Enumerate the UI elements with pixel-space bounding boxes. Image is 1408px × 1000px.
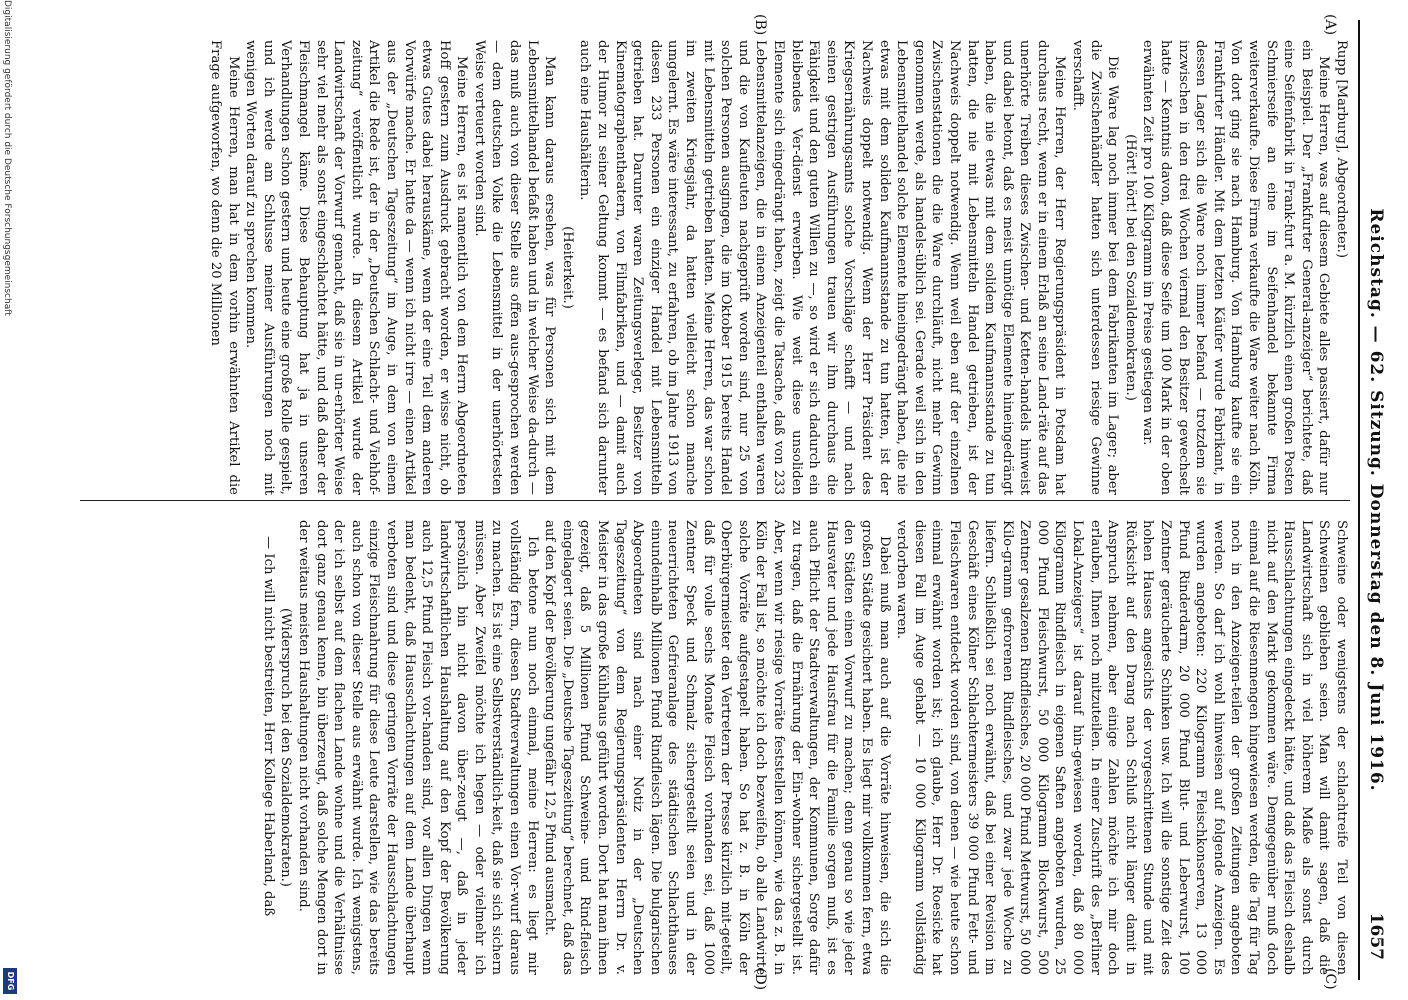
left-column [80,40,1350,495]
footer [0,0,22,1000]
paragraph: Meine Herren, man hat in dem vorhin erwähnten Artikel die Frage aufgeworfen, wo denn die 20 Millionen [208,40,241,495]
paragraph: Ich betone nun noch einmal, meine Herren: es liegt mir vollständig fern, diesen Stadtverwaltungen einen Vor-wurf daraus zu machen. Es ist eine Selbstverständlich-keit, daß sie sich sichern müssen. Aber Zweifel möchte ich hegen — oder vielmehr ich persönlich bin nicht davon über-zeugt —, daß in jeder landwirtschaftlichen Haushaltung auf den Kopf der Bevölkerung auch 12,5 Pfund Fleisch vor-handen sind, vor allen Dingen wenn man bedenkt, daß Hausschlachtungen auf dem Lande überhaupt verboten sind und diese geringen Vorräte der Hausschlachtungen einzige Fleischnahrung für diese Leute darstellen, wie das bereits auch schon von dieser Stelle aus erwähnt wurde. Ich wenigstens, der ich selbst auf dem flachen Lande wohne und die Verhältnisse dort ganz genau kenne, bin überzeugt, daß solche Mengen dort in der weitaus meisten Haushaltungen nicht vorhanden sind. [295,520,540,975]
paragraph: — Ich will nicht bestreiten, Herr Kollege Haberland, daß [260,536,276,917]
paragraph: Meine Herren, der Herr Regierungspräsident in Potsdam hat durchaus recht, wenn er in einem Erlaß an seine Land-räte auf das unerhörte Treiben dieses Zwischen- und Ketten-handels hinweist und dabei betont, daß es meist unnötige Elemente hineingedrängt haben, die nie etwas mit dem solidem Kaufmannsstande zu tun hatten, die nie mit Lebensmitteln Handel getrieben, ist der Nachweis doppelt notwendig. Wenn weil eben auf der einzelnen Zwischenstationen die die Ware durchläuft, nicht mehr Gewinn genommen werde, als handels-üblich sei. Gerade weil sich in den Lebensmittelhandel solche Elemente hineingedrängt haben, die nie etwas mit dem soliden Kaufmannsstande zu tun hatten, ist der Nachweis doppelt notwendig. Wenn der Herr Präsident des Kriegsernährungsamts solche Vorschläge schafft — und nach seinen gestrigen Ausführungen trauen wir ihm durchaus die Fähigkeit und den guten Willen zu —, so wird er sich dadurch ein bleibendes Ver-dienst erwerben. Wie weit diese unsoliden Elemente sich eingedrängt haben, zeigt die Tatsache, daß von 233 Lebensmittelanzeigen, die in einem Anzeigenteil enthalten waren und die von Kaufleuten nachgeprüft worden sind, nur 25 von solchen Personen ausgingen, die im Oktober 1915 bereits Handel mit Lebensmitteln getrieben hatten. Meine Herren, das war schon im zweiten Kriegsjahr, da hatten vielleicht schon manche umgelernt. Es wäre interessant, zu erfahren, ob im Jahre 1913 von diesen 233 Personen ein einziger Handel mit Lebensmitteln getrieben hat. Darunter waren Zeitungsverleger, Besitzer von Kinematographentheatern, von Filmfabriken, und — damit auch der Humor zu seiner Geltung kommt — es befand sich darunter auch eine Haushälterin. [577,40,1068,495]
marker-c: (C) [1322,968,1338,990]
page-title: Reichstag. — 62. Sitzung. Donnerstag den 8. Juni 1916. [1366,208,1386,792]
marker-b: (B) [752,14,768,36]
funding-credit: Digitalisierung gefördert durch die Deutsche Forschungsgemeinschaft [2,0,12,316]
paragraph: Man kann daraus ersehen, was für Personen sich mit dem Lebensmittelhandel befaßt haben und in welcher Weise da-durch — das muß auch von dieser Stelle aus offen aus-gesprochen werden — dem deutschen Volke die Lebensmittel in der unerhörtesten Weise verteuert worden sind. [471,40,558,495]
paragraph: Die Ware lag noch immer bei dem Fabrikanten im Lager; aber die Zwischenhändler hatten sich unterdessen riesige Gewinne verschafft. [1070,40,1121,495]
page-header [1358,20,1386,980]
dfg-logo: DFG [3,968,17,994]
marker-d: (D) [752,968,768,991]
paragraph: Meine Herren, was auf diesem Gebiete alles passiert, dafür nur ein Beispiel. Der „Frankfurter General-anzeiger“ berichtete, daß eine Seifenfabrik in Frank-furt a. M. kürzlich einen großen Posten Schmierseife an eine im Seifenhandel bekannte Firma weiterverkaufte. Diese Firma verkaufte die Ware weiter nach Köln. Von dort ging sie nach Hamburg. Von Hamburg kaufte sie ein Frankfurter Händler. Mit dem letzten Käufer wurde Fabrikant, in dessen Lager sich die Ware noch immer befand — trotzdem sie inzwischen in den drei Wochen viermal den Besitzer gewechselt hatte — Kenntnis davon, daß diese Seife um 100 Mark in der oben erwähnten Zeit pro 100 Kilogramm im Preise gestiegen war. [1140,40,1332,495]
page-number: 1657 [1366,912,1386,960]
column-divider [80,500,1350,501]
paragraph: Dabei muß man auch auf die Vorräte hinweisen, die sich die großen Städte gesichert haben. Es liegt mir vollkommen fern, etwa den Städten einen Vorwurf zu machen; denn genau so wie jeder Hausvater und jede Hausfrau für die Familie sorgen muß, ist es auch Pflicht der Stadtverwaltungen, der Kommunen, Sorge dafür zu tragen, daß die Ernährung der Ein-wohner sichergestellt ist. Aber, wenn wir riesige Vorräte feststellen können, wie das z. B. in Köln der Fall ist, so möchte ich doch bezweifeln, ob alle Landwirte solche Vorräte aufgestapelt haben. So hat z. B. in Köln der Oberbürgermeister den Vertretern der Presse kürzlich mit-geteilt, daß für volle sechs Monate Fleisch vorhanden sei, daß 1000 Zentner Speck und Schmalz sichergestellt seien und in der neuerrichteten Gefrieranlage des städtischen Schlachthauses einundeinhalb Millionen Pfund Rindfleisch lägen. Die bulgarischen Abgeordneten sind nach einer Notiz in der „Deutschen Tageszeitung“ von dem Regierungspräsidenten Herrn Dr. v. Meister in das große Kühlhaus geführt worden. Dort hat man ihnen gezeigt, daß 5 Millionen Pfund Schweine- und Rind-fleisch eingelagert seien. Die „Deutsche Tageszeitung“ berechnet, daß das auf den Kopf der Bevölkerung ungefähr 12,5 Pfund ausmacht. [542,520,892,975]
paragraph: Meine Herren, es ist namentlich von dem Herrn Abgeordneten Hoff gestern zum Ausdruck gebracht worden, er wisse nicht, ob etwas Gutes dabei herauskäme, wenn der eine Teil dem anderen Vorwürfe mache. Er hatte da — wenn ich nicht irre — einen Artikel aus der „Deutschen Tageszeitung“ im Auge, in dem von einem Artikel die Rede ist, der in der „Deutschen Schlacht- und Viehhof-zeitung“ veröffentlicht wurde. In diesem Artikel wurde der Landwirtschaft der Vorwurf gemacht, daß sie in un-erhörter Weise sehr viel mehr als sonst eingeschlachtet hätte, und daß daher der Fleischmangel käme. Diese Behauptung hat ja in unseren Verhandlungen schon gestern und heute eine große Rolle gespielt, und ich werde am Schlusse meiner Ausführungen noch mit wenigen Worten darauf zu sprechen kommen. [243,40,470,495]
paragraph: Rupp [Marburg], Abgeordneter.) [1334,40,1349,259]
marker-a: (A) [1322,14,1338,36]
right-column [80,520,1350,975]
paragraph: Schweine oder wenigstens der schlachtreife Teil von diesen Schweinen geblieben seien. Man will damit sagen, daß die Landwirtschaft sich in viel höherem Maße als sonst durch Hausschlachtungen eingedeckt hätte, und daß das Fleisch deshalb nicht auf den Markt gekommen wäre. Demgegenüber muß doch einmal auf die Riesenmengen hingewiesen werden, die Tag für Tag noch in den Anzeigen-teilen der großen Zeitungen angeboten werden. So darf ich wohl hinweisen auf folgende Anzeigen. Es wurden angeboten: 220 Kilogramm Fleischkonserven, 13 000 Pfund Rinderdarm, 20 000 Pfund Blut- und Leberwurst, 100 Zentner geräucherte Schinken usw. Ich will die sonstige Zeit des hohen Hauses angesichts der vorgeschrittenen Stunde und mit Rücksicht auf den Drang nach Schluß nicht länger damit in Anspruch nehmen, aber einige Zahlen möchte ich mir doch erlauben, Ihnen noch mitzuteilen. In einer Zuschrift des „Berliner Lokal-Anzeigers“ ist darauf hin-gewiesen worden, daß 80 000 Kilogramm Rindfleisch in eigenen Saften angeboten wurden, 25 000 Pfund Fleischwurst, 50 000 Kilogramm Blockwurst, 500 Zentner gesalzenen Rindfleisches, 20 000 Pfund Mettwurst, 50 000 Kilo-gramm gefrorenen Rindfleisches, und zwar jede Woche zu liefern. Schließlich sei noch erwähnt, daß bei einer Revision im Geschäft eines Kölner Schlachtermeisters 39 000 Pfund Fett- und Fleischwaren entdeckt worden sind, von denen — wie heute schon einmal erwähnt worden ist; ich glaube, Herr Dr. Roesicke hat diesen Fall im Auge gehabt — 10 000 Kilogramm vollständig verdorben waren. [894,520,1349,975]
interjection: (Hört! hört! bei den Sozialdemokraten.) [1122,134,1138,401]
interjection: (Heiterkeit.) [559,226,575,309]
interjection: (Widerspruch bei den Sozialdemokraten.) [278,608,294,887]
